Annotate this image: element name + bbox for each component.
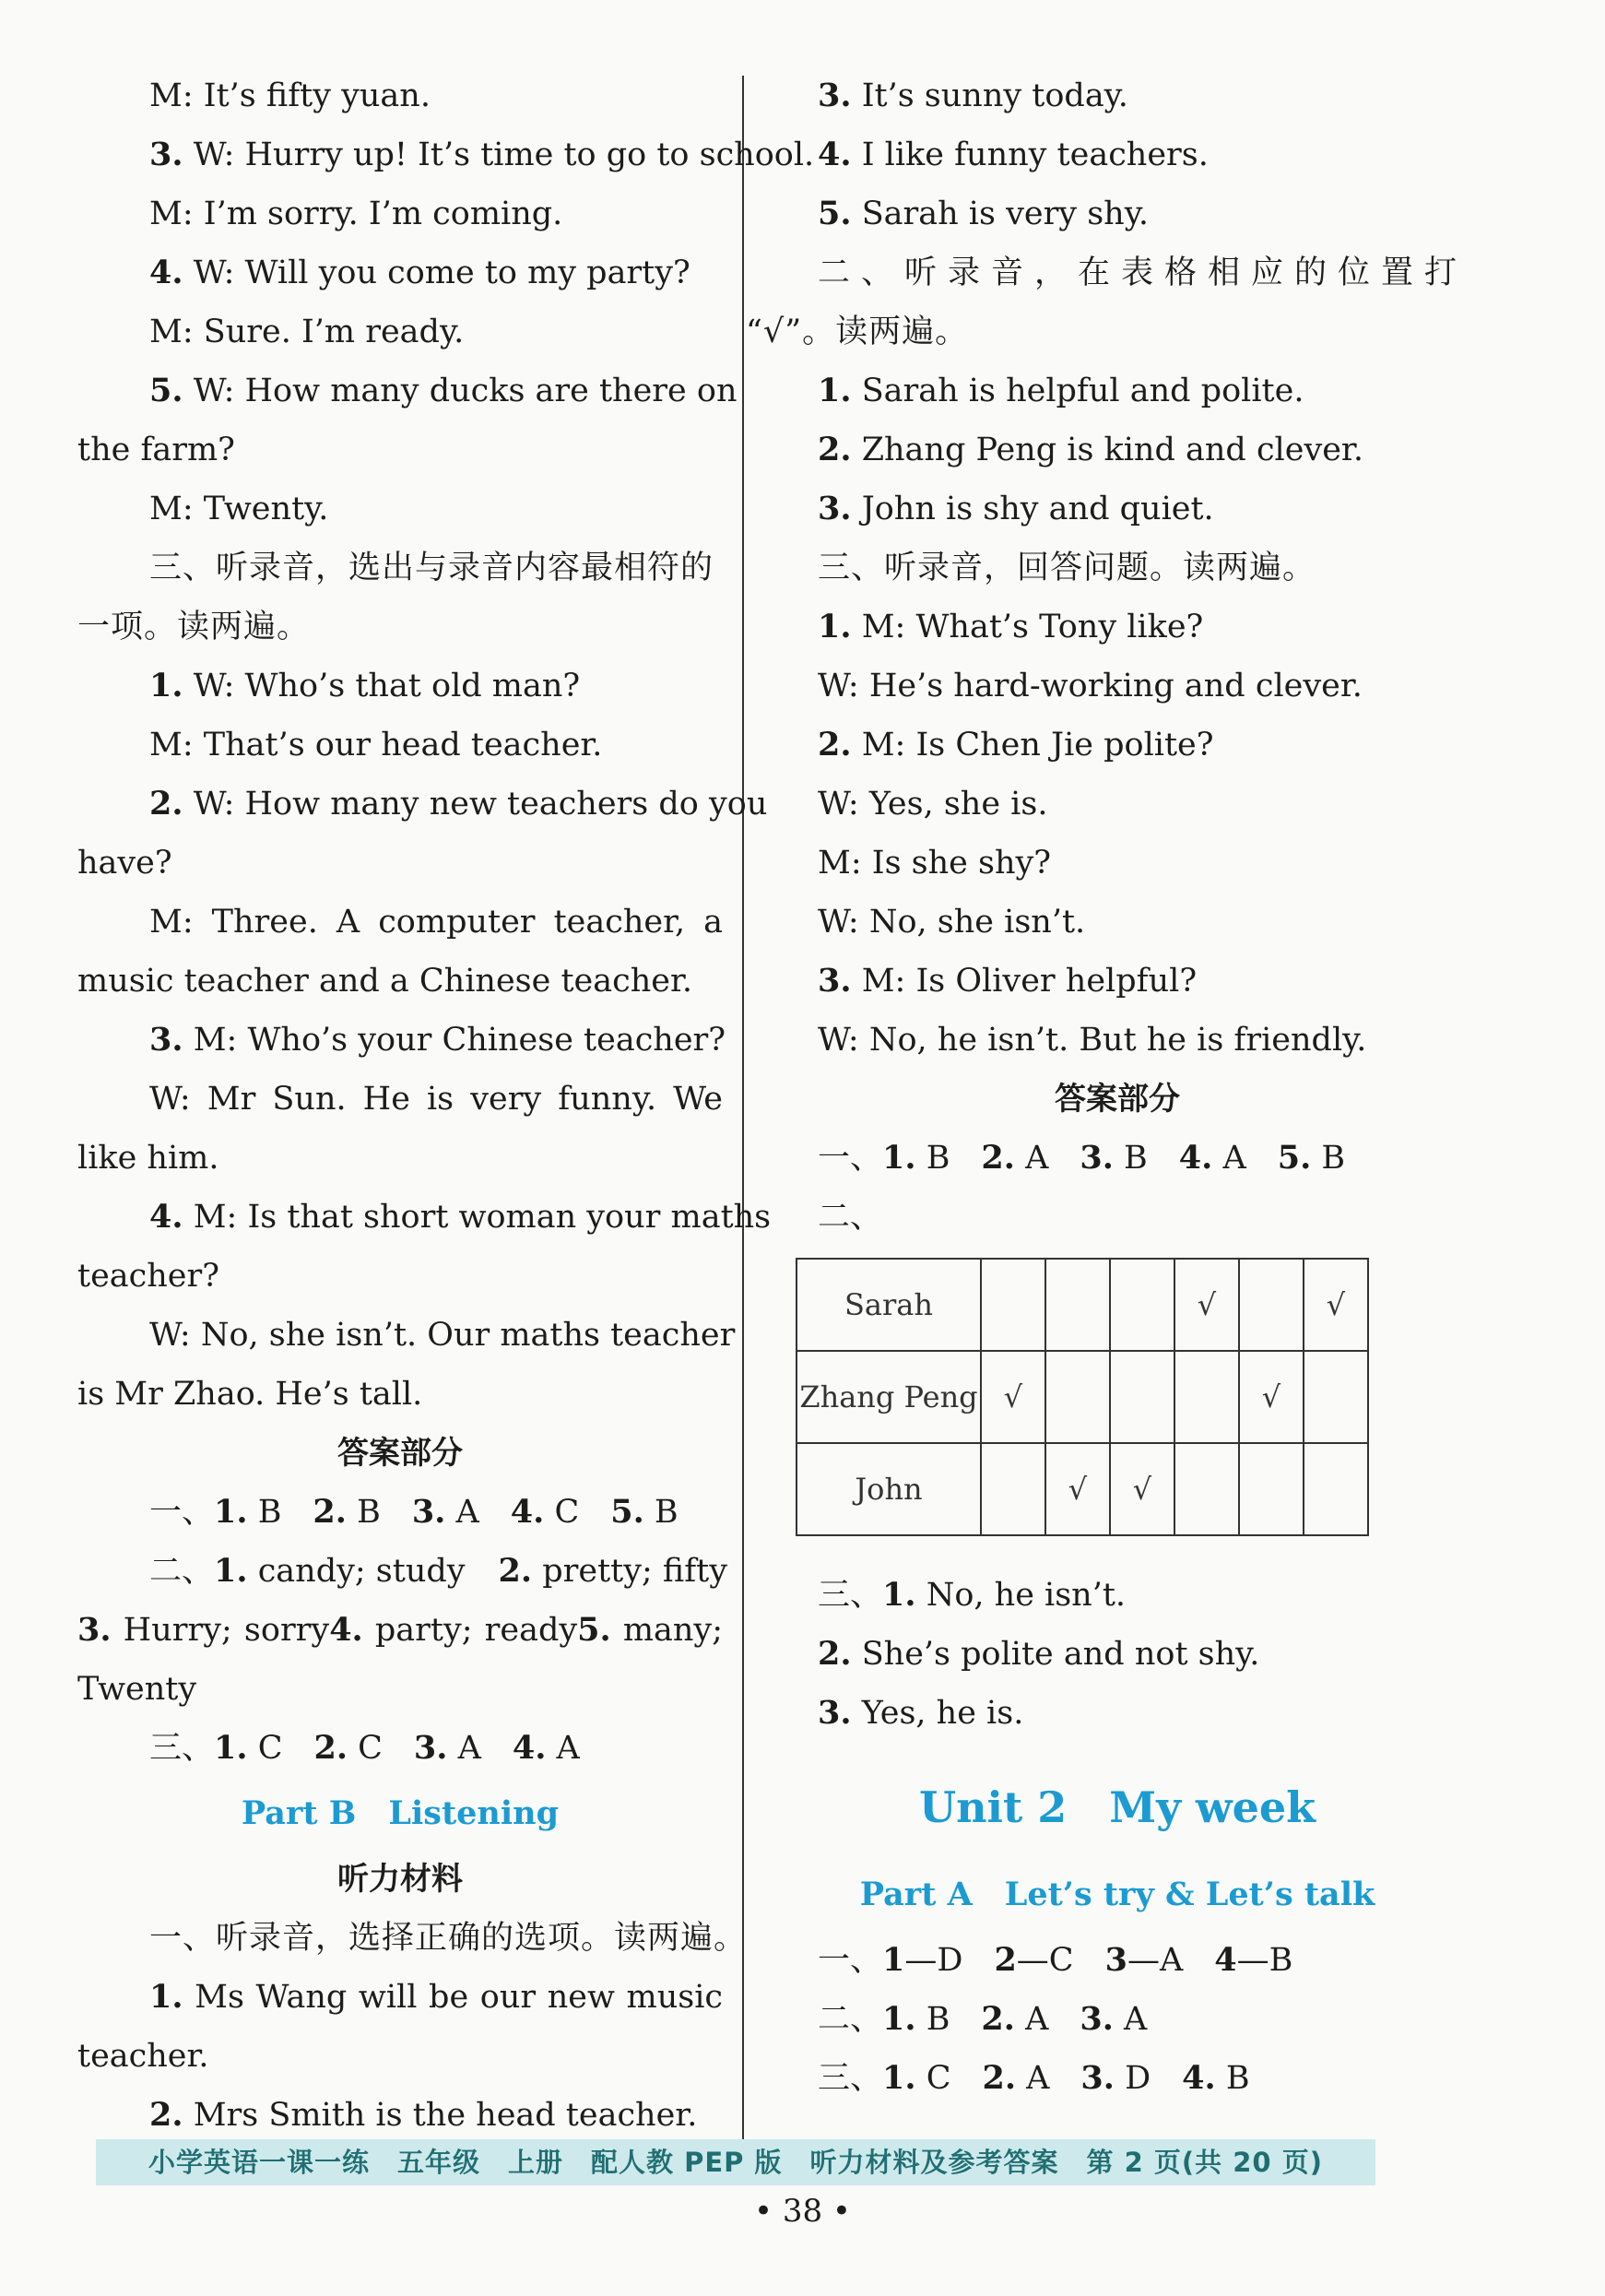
answer-line: 三、1. C 2. A 3. D 4. B bbox=[818, 2059, 1250, 2097]
answer-line: 三、1. C 2. C 3. A 4. A bbox=[149, 1729, 580, 1767]
answer-item bbox=[882, 2060, 950, 2097]
answer-item bbox=[1080, 2060, 1151, 2097]
answer-number: 1. bbox=[882, 2000, 916, 2038]
answer-item bbox=[1278, 1140, 1345, 1177]
dialog-line: 2. W: How many new teachers do you bbox=[149, 785, 768, 823]
answer-line: Twenty bbox=[77, 1671, 197, 1708]
answer-number: 4. bbox=[512, 1729, 547, 1767]
answer-number: 2. bbox=[981, 1139, 1015, 1177]
answer-number: 1 bbox=[882, 1941, 905, 1979]
answer-number: 3. bbox=[413, 1729, 448, 1767]
answer-value: C bbox=[915, 2060, 951, 2097]
table-row bbox=[797, 1259, 1368, 1351]
answer-value: A bbox=[1016, 2060, 1050, 2097]
answer-value: B bbox=[1311, 1140, 1346, 1177]
table-cell bbox=[1239, 1259, 1304, 1351]
answer-item bbox=[1080, 2001, 1147, 2038]
dialog-line: 4. M: Is that short woman your maths bbox=[149, 1198, 772, 1236]
answer-item bbox=[513, 1730, 580, 1767]
table-row bbox=[797, 1443, 1368, 1535]
answer-number: 5. bbox=[1277, 1139, 1312, 1177]
answer-number: 3. bbox=[1080, 2000, 1114, 2038]
table-row-name: Zhang Peng bbox=[797, 1351, 981, 1443]
answer-value: A bbox=[1113, 2001, 1148, 2038]
dialog-line: teacher? bbox=[77, 1258, 219, 1295]
dialog-line: the farm? bbox=[77, 432, 235, 468]
answer-heading: 答案部分 bbox=[1055, 1081, 1180, 1118]
answer-number: 4. bbox=[329, 1611, 363, 1649]
answer-item bbox=[882, 1140, 950, 1177]
table-cell: √ bbox=[1304, 1259, 1368, 1351]
answer-value: B bbox=[643, 1494, 679, 1531]
dialog-line: M: That’s our head teacher. bbox=[149, 727, 603, 763]
answer-value: C bbox=[348, 1730, 383, 1767]
table-row-name: Sarah bbox=[797, 1259, 981, 1351]
dialog-line: W: No, she isn’t. Our maths teacher bbox=[149, 1317, 736, 1354]
answer-value: B bbox=[1113, 1140, 1148, 1177]
answer-item bbox=[499, 1553, 727, 1590]
dialog-line: M: Twenty. bbox=[149, 491, 329, 527]
answer-item bbox=[329, 1612, 577, 1649]
answer-item bbox=[610, 1494, 678, 1531]
answer-number: 2. bbox=[313, 1729, 348, 1767]
answer-item bbox=[882, 2001, 950, 2038]
answer-number: 5. bbox=[610, 1493, 644, 1531]
answer-value: B bbox=[1215, 2060, 1250, 2097]
answer-number: 3. bbox=[1080, 2059, 1115, 2097]
answer-value: A bbox=[1212, 1140, 1246, 1177]
answer-item bbox=[77, 1612, 329, 1649]
answer-number: 4. bbox=[1178, 1139, 1213, 1177]
table-cell bbox=[1174, 1351, 1239, 1443]
table-cell bbox=[981, 1443, 1045, 1535]
dialog-line: 3. John is shy and quiet. bbox=[818, 490, 1214, 527]
answer-number: 3. bbox=[411, 1493, 446, 1531]
answer-value: pretty; fifty bbox=[532, 1553, 728, 1590]
table-cell bbox=[1045, 1351, 1110, 1443]
answer-number: 1. bbox=[882, 2059, 916, 2097]
answer-item bbox=[1214, 1942, 1292, 1979]
answer-value: many; bbox=[610, 1612, 723, 1649]
dialog-line: 3. M: Is Oliver helpful? bbox=[818, 962, 1198, 1000]
answer-heading: 答案部分 bbox=[337, 1435, 463, 1472]
dialog-line: W: Mr Sun. He is very funny. We bbox=[149, 1081, 723, 1118]
answer-number: 5. bbox=[577, 1611, 611, 1649]
table-cell: √ bbox=[1045, 1443, 1110, 1535]
answer-number: 2. bbox=[982, 2059, 1017, 2097]
answer-value: B bbox=[346, 1494, 381, 1531]
section-title: 三、听录音，回答问题。读两遍。 bbox=[818, 550, 1316, 586]
answer-value: A bbox=[445, 1494, 479, 1531]
answer-line: 3. Yes, he is. bbox=[818, 1694, 1024, 1732]
table-cell bbox=[1174, 1443, 1239, 1535]
answer-item bbox=[1080, 1140, 1147, 1177]
answer-line: 一、1. B 2. A 3. B 4. A 5. B bbox=[818, 1139, 1346, 1177]
answer-number: 1. bbox=[214, 1729, 248, 1767]
answer-number: 2. bbox=[498, 1552, 533, 1590]
answer-value: A bbox=[1014, 1140, 1049, 1177]
section-title: 一项。读两遍。 bbox=[77, 609, 311, 645]
table-cell: √ bbox=[1110, 1443, 1174, 1535]
answer-value: A bbox=[546, 1730, 580, 1767]
answer-value: B bbox=[915, 1140, 950, 1177]
table-row bbox=[797, 1351, 1368, 1443]
section-title: 二、听录音，在表格相应的位置打 bbox=[818, 254, 1469, 291]
answer-item bbox=[1179, 1140, 1246, 1177]
answer-number: 1. bbox=[214, 1493, 248, 1531]
table-cell bbox=[1110, 1351, 1174, 1443]
dialog-line: M: It’s fifty yuan. bbox=[149, 77, 431, 114]
dialog-line: teacher. bbox=[77, 2038, 209, 2075]
dialog-line: 1. Ms Wang will be our new music bbox=[149, 1978, 723, 2016]
answer-item bbox=[994, 1942, 1073, 1979]
column-divider bbox=[742, 76, 744, 2161]
answer-item bbox=[511, 1494, 579, 1531]
dialog-line: 2. M: Is Chen Jie polite? bbox=[818, 726, 1214, 763]
footer-banner: 小学英语一课一练 五年级 上册 配人教 PEP 版 听力材料及参考答案 第 2 页(共 20 页) bbox=[96, 2139, 1375, 2185]
dialog-line: M: I’m sorry. I’m coming. bbox=[149, 195, 563, 232]
answer-item bbox=[214, 1494, 281, 1531]
section-title: 一、听录音，选择正确的选项。读两遍。 bbox=[149, 1920, 748, 1957]
answer-item bbox=[414, 1730, 481, 1767]
dialog-line: W: No, he isn’t. But he is friendly. bbox=[818, 1022, 1367, 1059]
answer-number: 3. bbox=[77, 1611, 112, 1649]
answer-line: 三、1. No, he isn’t. bbox=[818, 1576, 1127, 1614]
table-cell bbox=[1304, 1351, 1368, 1443]
table-cell: √ bbox=[1239, 1351, 1304, 1443]
dialog-line: 3. M: Who’s your Chinese teacher? bbox=[149, 1021, 726, 1059]
answer-value: A bbox=[447, 1730, 481, 1767]
table-cell: √ bbox=[1174, 1259, 1239, 1351]
answer-item bbox=[214, 1730, 282, 1767]
dialog-line: is Mr Zhao. He’s tall. bbox=[77, 1376, 423, 1413]
dialog-line: W: No, she isn’t. bbox=[818, 904, 1086, 941]
dialog-line: M: Sure. I’m ready. bbox=[149, 314, 465, 350]
dialog-line: M: Is she shy? bbox=[818, 845, 1052, 882]
table-cell: √ bbox=[981, 1351, 1045, 1443]
answer-value: C bbox=[544, 1494, 580, 1531]
table-cell bbox=[1045, 1259, 1110, 1351]
table-row-name: John bbox=[797, 1443, 981, 1535]
dialog-line: 2. Mrs Smith is the head teacher. bbox=[149, 2096, 698, 2134]
table-cell bbox=[1304, 1443, 1368, 1535]
answer-line: 二、 bbox=[818, 1199, 883, 1236]
answer-item bbox=[412, 1494, 479, 1531]
answer-value: —A bbox=[1127, 1942, 1184, 1979]
answer-item bbox=[313, 1494, 380, 1531]
table-cell bbox=[981, 1259, 1045, 1351]
answer-number: 1. bbox=[214, 1552, 248, 1590]
answer-line: 二、1. B 2. A 3. A bbox=[818, 2000, 1148, 2038]
answer-line: 2. She’s polite and not shy. bbox=[818, 1635, 1260, 1673]
part-title: Part B Listening bbox=[241, 1794, 560, 1832]
answer-value: B bbox=[247, 1494, 282, 1531]
answer-table bbox=[796, 1258, 1369, 1536]
dialog-line: 3. W: Hurry up! It’s time to go to school. bbox=[149, 136, 815, 173]
answer-number: 2. bbox=[313, 1493, 347, 1531]
dialog-line: W: Yes, she is. bbox=[818, 786, 1048, 823]
answer-value: —D bbox=[904, 1942, 963, 1979]
dialog-line: have? bbox=[77, 845, 172, 882]
answer-line bbox=[77, 1601, 723, 1660]
dialog-line: 4. I like funny teachers. bbox=[818, 136, 1209, 173]
answer-line: 一、1—D 2—C 3—A 4—B bbox=[818, 1941, 1293, 1979]
answer-line: 二、1. candy; study 2. pretty; fifty bbox=[149, 1552, 728, 1590]
answer-item bbox=[577, 1612, 723, 1649]
page-number: • 38 • bbox=[754, 2193, 851, 2230]
answer-item bbox=[1105, 1942, 1184, 1979]
unit-title: Unit 2 My week bbox=[919, 1782, 1316, 1832]
answer-item bbox=[981, 1140, 1048, 1177]
dialog-line: 5. W: How many ducks are there on bbox=[149, 372, 738, 409]
answer-number: 1. bbox=[882, 1139, 916, 1177]
answer-value: Hurry; sorry bbox=[111, 1612, 330, 1649]
dialog-line: 1. M: What’s Tony like? bbox=[818, 608, 1204, 645]
dialog-line: W: He’s hard-working and clever. bbox=[818, 668, 1363, 704]
section-title: “√”。读两遍。 bbox=[746, 314, 969, 350]
answer-value: A bbox=[1014, 2001, 1049, 2038]
table-cell bbox=[1110, 1259, 1174, 1351]
answer-value: C bbox=[247, 1730, 283, 1767]
answer-item bbox=[313, 1730, 382, 1767]
dialog-line: 3. It’s sunny today. bbox=[818, 77, 1128, 114]
answer-item bbox=[981, 2001, 1048, 2038]
answer-value: —B bbox=[1236, 1942, 1293, 1979]
answer-number: 4 bbox=[1214, 1941, 1237, 1979]
dialog-line: M: Three. A computer teacher, a bbox=[149, 904, 723, 941]
answer-value: —C bbox=[1016, 1942, 1074, 1979]
answer-number: 4. bbox=[510, 1493, 545, 1531]
answer-value: party; ready bbox=[362, 1612, 578, 1649]
answer-number: 2. bbox=[981, 2000, 1015, 2038]
dialog-line: like him. bbox=[77, 1140, 219, 1177]
part-title: Part A Let’s try & Let’s talk bbox=[859, 1876, 1375, 1913]
section-title: 三、听录音，选出与录音内容最相符的 bbox=[149, 550, 714, 586]
dialog-line: 5. Sarah is very shy. bbox=[818, 195, 1149, 232]
answer-number: 4. bbox=[1182, 2059, 1216, 2097]
answer-number: 3 bbox=[1104, 1941, 1127, 1979]
dialog-line: 2. Zhang Peng is kind and clever. bbox=[818, 431, 1363, 468]
left-column bbox=[77, 66, 815, 2145]
answer-number: 3. bbox=[1080, 1139, 1114, 1177]
answer-line: 一、1. B 2. B 3. A 4. C 5. B bbox=[149, 1493, 679, 1531]
answer-value: candy; study bbox=[247, 1553, 466, 1590]
dialog-line: 1. Sarah is helpful and polite. bbox=[818, 372, 1304, 409]
dialog-line: 1. W: Who’s that old man? bbox=[149, 667, 581, 704]
right-column bbox=[746, 66, 1469, 2108]
answer-item bbox=[214, 1553, 466, 1590]
dialog-line: 4. W: Will you come to my party? bbox=[149, 254, 690, 291]
answer-item bbox=[882, 1942, 962, 1979]
answer-value: D bbox=[1114, 2060, 1151, 2097]
answer-item bbox=[982, 2060, 1049, 2097]
answer-value: B bbox=[915, 2001, 950, 2038]
listening-heading: 听力材料 bbox=[337, 1861, 463, 1898]
table-cell bbox=[1239, 1443, 1304, 1535]
answer-item bbox=[1182, 2060, 1249, 2097]
dialog-line: music teacher and a Chinese teacher. bbox=[77, 963, 692, 1000]
answer-number: 2 bbox=[994, 1941, 1017, 1979]
